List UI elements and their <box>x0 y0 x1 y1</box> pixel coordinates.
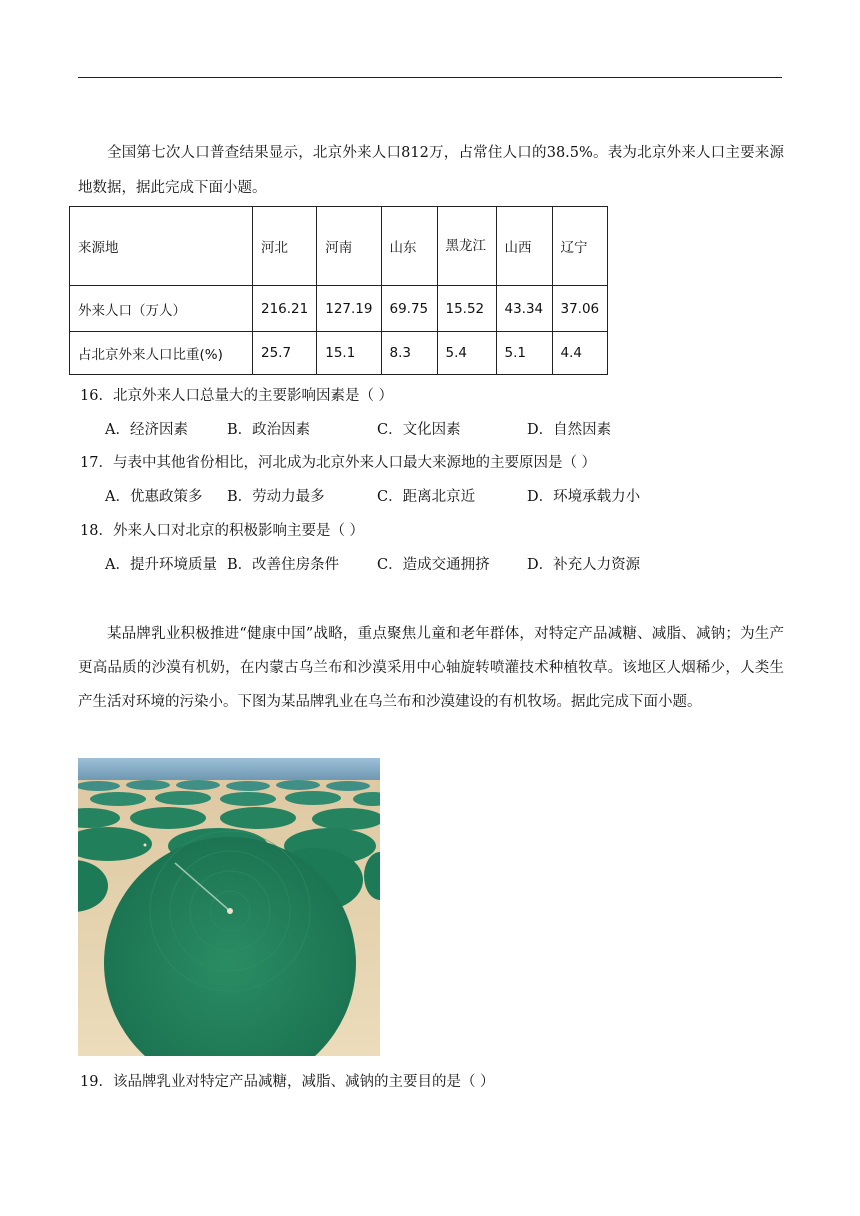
table-row-label: 占北京外来人口比重(%) <box>70 332 253 375</box>
table-cell: 127.19 <box>317 286 381 332</box>
table-row <box>70 286 608 332</box>
table-cell: 河北 <box>253 207 317 286</box>
table-cell: 5.1 <box>496 332 552 375</box>
table-cell: 山东 <box>381 207 437 286</box>
table-cell: 25.7 <box>253 332 317 375</box>
table-cell: 15.52 <box>437 286 496 332</box>
option-b: B．劳动力最多 <box>227 489 325 505</box>
option-d: D．补充人力资源 <box>527 557 641 573</box>
question-19: 19．该品牌乳业对特定产品减糖，减脂、减钠的主要目的是（ ） <box>80 1074 495 1090</box>
question-18: 18．外来人口对北京的积极影响主要是（ ） <box>80 523 365 539</box>
table-row <box>70 207 608 286</box>
table-cell: 4.4 <box>552 332 608 375</box>
table-cell: 5.4 <box>437 332 496 375</box>
option-c: C．文化因素 <box>377 422 461 438</box>
option-a: A．经济因素 <box>105 422 188 438</box>
table-cell: 216.21 <box>253 286 317 332</box>
intro-paragraph-1: 全国第七次人口普查结果显示，北京外来人口812万，占常住人口的38.5%。表为北京外来人口主要来源地数据，据此完成下面小题。 <box>78 145 784 196</box>
question-16-options <box>105 418 705 440</box>
table-cell: 69.75 <box>381 286 437 332</box>
table-row-label: 外来人口（万人） <box>70 286 253 332</box>
table-cell: 15.1 <box>317 332 381 375</box>
table-cell: 辽宁 <box>552 207 608 286</box>
option-d: D．环境承载力小 <box>527 489 641 505</box>
table-cell: 黑龙江 <box>437 207 496 286</box>
question-16: 16．北京外来人口总量大的主要影响因素是（ ） <box>80 388 394 404</box>
question-18-options <box>105 553 705 575</box>
option-a: A．优惠政策多 <box>105 489 203 505</box>
intro-paragraph-2: 某品牌乳业积极推进“健康中国”战略，重点聚焦儿童和老年群体，对特定产品减糖、减脂、减钠；为生产更高品质的沙漠有机奶，在内蒙古乌兰布和沙漠采用中心轴旋转喷灌技术种植牧草。该地区人烟稀少，人类生产生活对环境的污染小。下图为某品牌乳业在乌兰布和沙漠建设的有机牧场。据此完成下面小题。 <box>78 626 784 710</box>
option-a: A．提升环境质量 <box>105 557 217 573</box>
option-d: D．自然因素 <box>527 422 612 438</box>
question-17: 17．与表中其他省份相比，河北成为北京外来人口最大来源地的主要原因是（ ） <box>80 455 597 471</box>
option-c: C．距离北京近 <box>377 489 476 505</box>
table-cell: 8.3 <box>381 332 437 375</box>
header-rule <box>78 77 782 78</box>
table-row <box>70 332 608 375</box>
table-header-label: 来源地 <box>70 207 253 286</box>
pivot-irrigation-photo <box>78 758 380 1056</box>
option-b: B．改善住房条件 <box>227 557 340 573</box>
table-cell: 河南 <box>317 207 381 286</box>
migrant-source-table <box>69 206 608 375</box>
table-cell: 43.34 <box>496 286 552 332</box>
question-17-options <box>105 485 705 507</box>
option-c: C．造成交通拥挤 <box>377 557 490 573</box>
table-cell: 山西 <box>496 207 552 286</box>
table-cell: 37.06 <box>552 286 608 332</box>
option-b: B．政治因素 <box>227 422 311 438</box>
